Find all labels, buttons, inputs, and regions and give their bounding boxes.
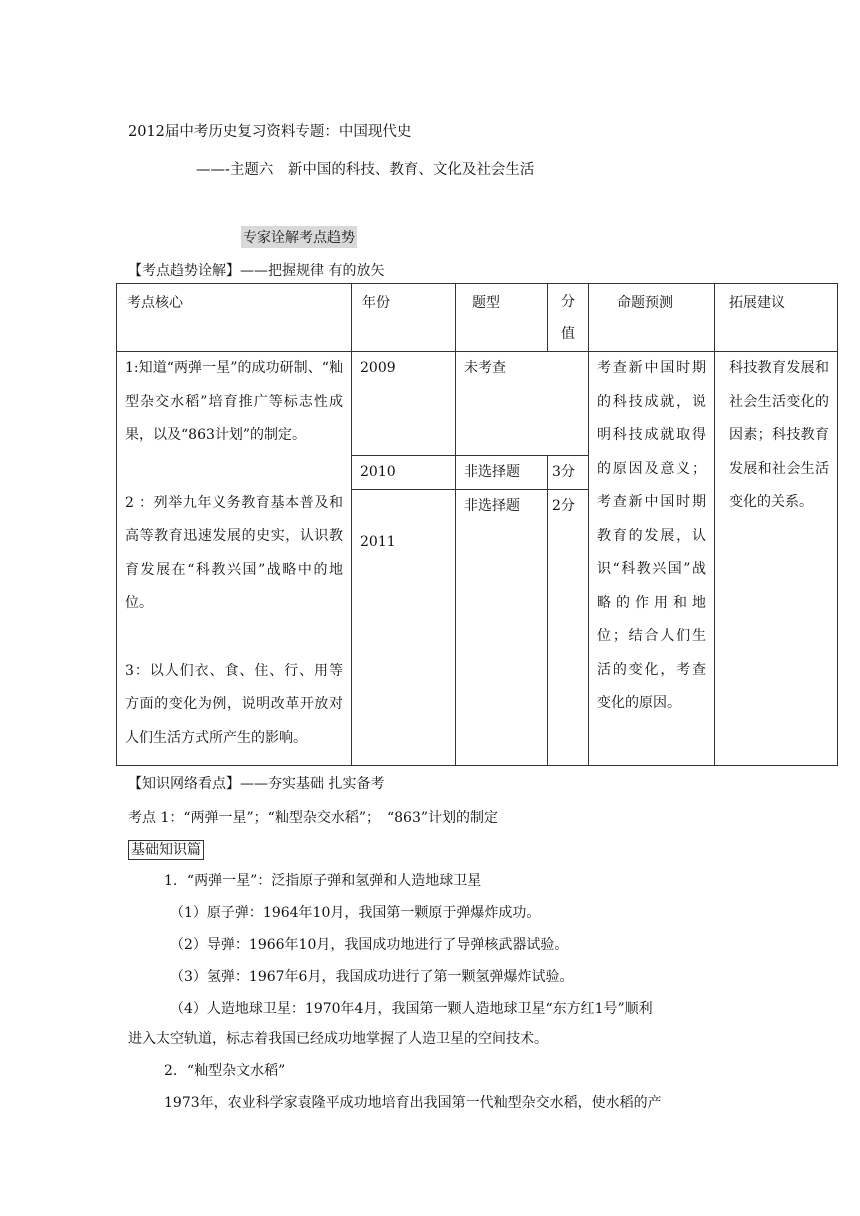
year-cell: 2009 xyxy=(352,352,456,456)
body-paragraph: 1973年，农业科学家袁隆平成功地培育出我国第一代籼型杂交水稻，使水稻的产 xyxy=(164,1095,662,1111)
list-item: （2）导弹：1966年10月，我国成功地进行了导弹核武器试验。 xyxy=(170,937,569,953)
suggest-text: 科技教育发展和社会生活变化的因素；科技教育发展和社会生活变化的关系。 xyxy=(729,360,829,510)
suggest-cell xyxy=(715,352,838,766)
core-point-1: 1:知道“两弹一星”的成功研制、“籼型杂交水稻”培育推广等标志性成果，以及“863计划”的制定。 xyxy=(125,360,343,443)
forecast-text: 考查新中国时期的科技成就，说明科技成就取得的原因及意义；考查新中国时期教育的发展，认识“科教兴国”战略的作用和地位；结合人们生活的变化，考查变化的原因。 xyxy=(597,360,706,711)
year-cell: 2011 xyxy=(352,490,456,766)
list-item: 2．“籼型杂文水稻” xyxy=(164,1063,286,1079)
score-cell: 3分 xyxy=(548,456,589,490)
knowledge-network-heading: 【知识网络看点】——夯实基础 扎实备考 xyxy=(128,776,385,792)
list-item: （4）人造地球卫星：1970年4月，我国第一颗人造地球卫星“东方红1号”顺利 xyxy=(170,1001,653,1017)
type-cell: 非选择题 xyxy=(456,490,548,766)
year-cell: 2010 xyxy=(352,456,456,490)
table-row xyxy=(117,352,838,456)
header-suggest: 拓展建议 xyxy=(715,284,838,352)
header-score-line1: 分 xyxy=(561,294,575,310)
forecast-cell xyxy=(589,352,715,766)
core-points-cell xyxy=(117,352,352,766)
header-score xyxy=(548,284,589,352)
expert-section-heading: 专家诠解考点趋势 xyxy=(241,226,357,248)
core-point-2: 2 ：列举九年义务教育基本普及和高等教育迅速发展的史实，认识教育发展在“科教兴国”战略中的地位。 xyxy=(125,494,343,611)
type-cell: 非选择题 xyxy=(456,456,548,490)
header-score-line2: 值 xyxy=(561,326,575,342)
trend-section-heading: 【考点趋势诠解】——把握规律 有的放矢 xyxy=(128,263,385,279)
list-item: （3）氢弹：1967年6月，我国成功进行了第一颗氢弹爆炸试验。 xyxy=(170,969,574,985)
list-item: （1）原子弹：1964年10月，我国第一颗原于弹爆炸成功。 xyxy=(170,905,541,921)
table-header-row xyxy=(117,284,838,352)
type-cell: 未考查 xyxy=(456,352,589,456)
list-item-continuation: 进入太空轨道，标志着我国已经成功地掌握了人造卫星的空间技术。 xyxy=(128,1031,548,1047)
exam-trend-table xyxy=(116,283,838,766)
document-title: 2012届中考历史复习资料专题：中国现代史 xyxy=(128,124,412,140)
exam-point-1-heading: 考点 1：“两弹一星”；“籼型杂交水稻”； “863”计划的制定 xyxy=(128,810,499,826)
core-point-3: 3：以人们衣、食、住、行、用等方面的变化为例，说明改革开放对人们生活方式所产生的影响。 xyxy=(125,662,343,746)
header-core: 考点核心 xyxy=(117,284,352,352)
basic-knowledge-label: 基础知识篇 xyxy=(128,840,204,860)
document-subtitle: ——-主题六 新中国的科技、教育、文化及社会生活 xyxy=(196,162,535,178)
header-type: 题型 xyxy=(456,284,548,352)
header-forecast: 命题预测 xyxy=(589,284,715,352)
list-item: 1．“两弹一星”：泛指原子弹和氢弹和人造地球卫星 xyxy=(164,873,482,889)
score-cell: 2分 xyxy=(548,490,589,766)
header-year: 年份 xyxy=(352,284,456,352)
